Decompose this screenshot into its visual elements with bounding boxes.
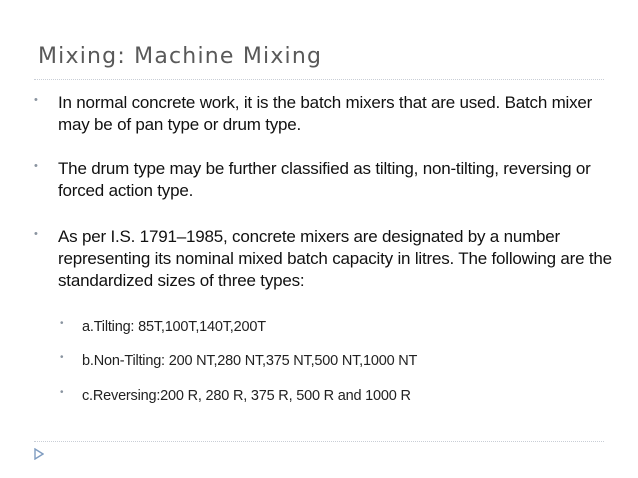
bullet-text: The drum type may be further classified as tilting, non-tilting, reversing or forced action type. <box>58 159 591 200</box>
sub-bullet-item <box>60 351 602 371</box>
bullet-marker: • <box>34 228 38 240</box>
bullet-marker: • <box>60 387 64 398</box>
triangle-right-icon <box>34 448 44 460</box>
bullet-marker: • <box>60 352 64 363</box>
bullet-marker: • <box>60 318 64 329</box>
bullet-marker: • <box>34 94 38 106</box>
slide-title: Mixing: Machine Mixing <box>38 44 323 69</box>
title-divider <box>34 79 604 80</box>
footer-divider <box>34 441 604 442</box>
bullet-item <box>34 158 618 202</box>
bullet-text: In normal concrete work, it is the batch mixers that are used. Batch mixer may be of pan type or drum type. <box>58 93 593 134</box>
sub-bullet-text: c.Reversing:200 R, 280 R, 375 R, 500 R and 1000 R <box>82 388 411 404</box>
bullet-item <box>34 226 618 292</box>
bullet-text: As per I.S. 1791–1985, concrete mixers are designated by a number representing its nominal mixed batch capacity in litres. The following are the standardized sizes of three types: <box>58 227 612 290</box>
bullet-marker: • <box>34 160 38 172</box>
bullet-item <box>34 92 618 136</box>
sub-bullet-item <box>60 386 602 406</box>
sub-bullet-text: a.Tilting: 85T,100T,140T,200T <box>82 319 266 335</box>
sub-bullet-text: b.Non-Tilting: 200 NT,280 NT,375 NT,500 NT,1000 NT <box>82 353 418 369</box>
sub-bullet-item <box>60 317 602 337</box>
